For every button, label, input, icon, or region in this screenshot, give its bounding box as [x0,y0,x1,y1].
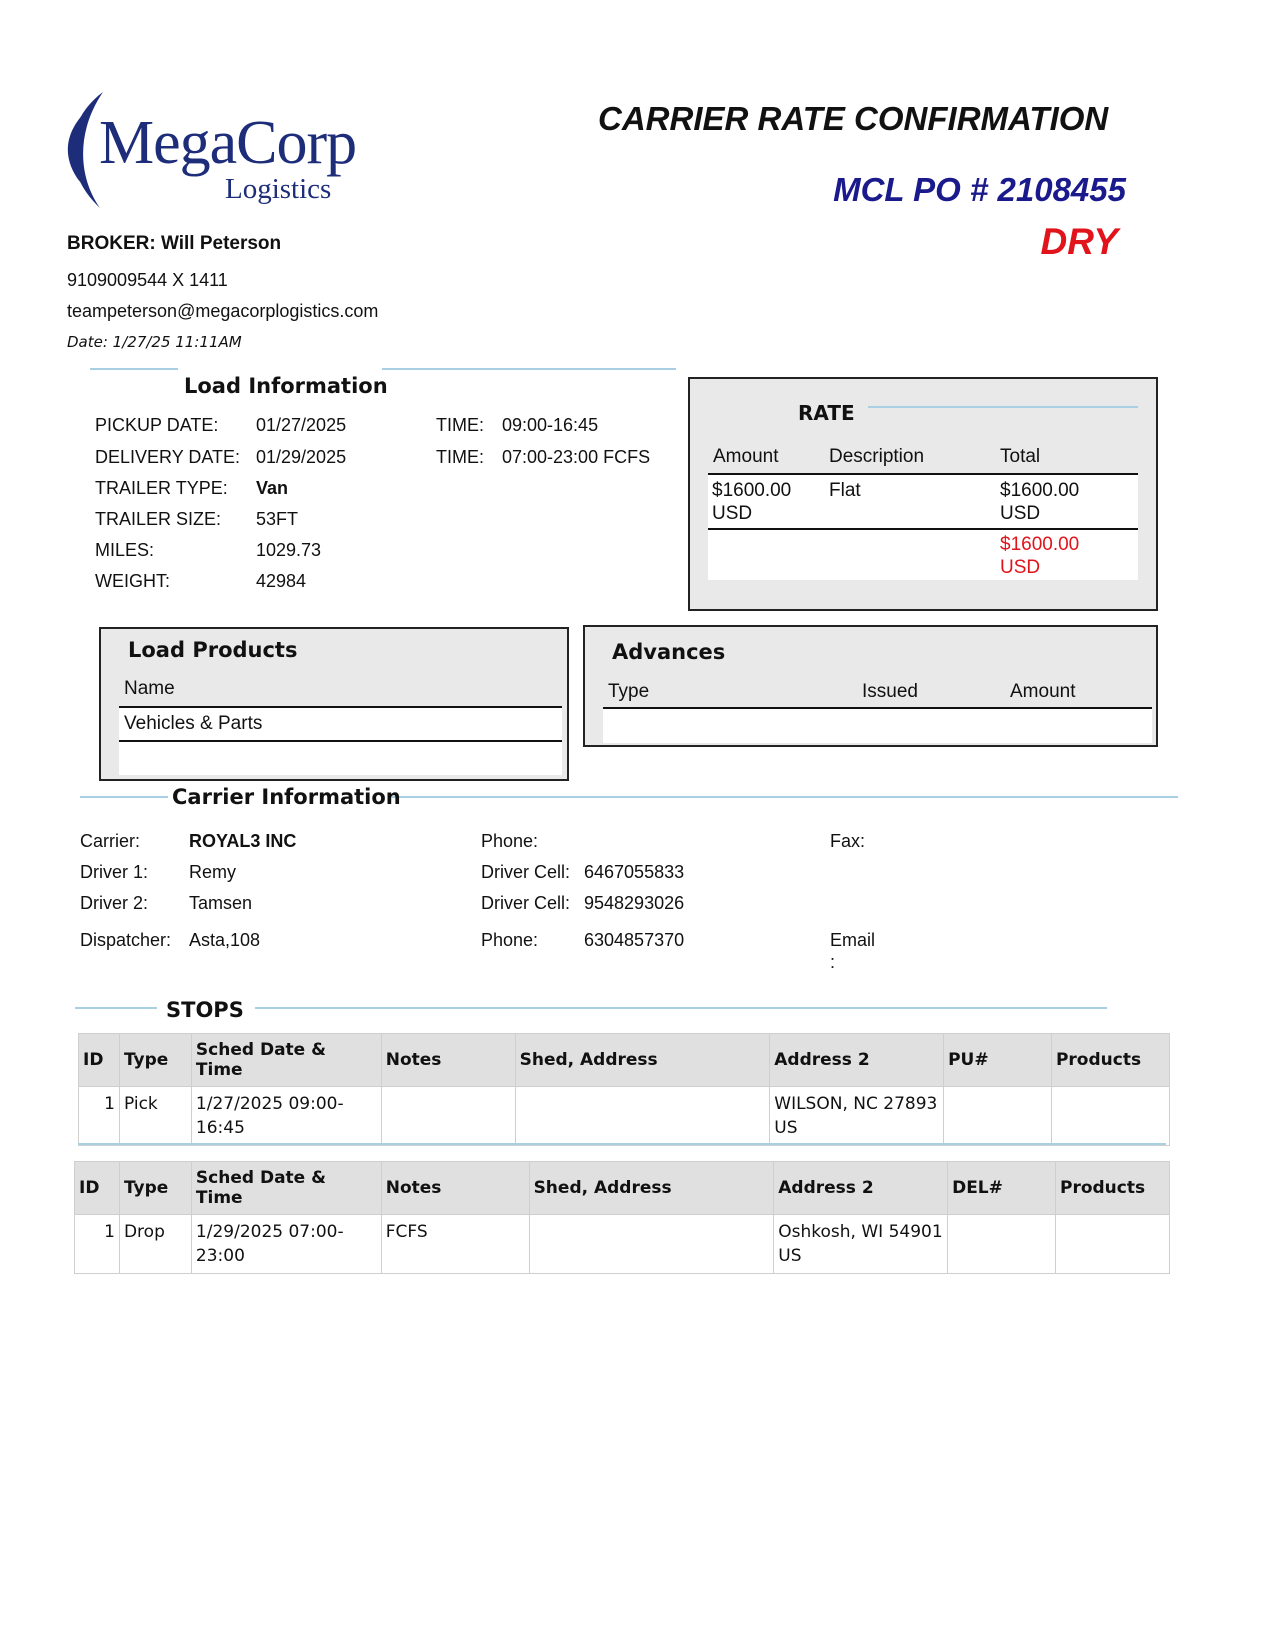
drop-table-header-row [75,1162,1170,1215]
driver2-cell-value: 9548293026 [584,893,685,913]
drop-row-address2-line1: Oshkosh, WI 54901 [778,1222,943,1242]
pickup-time-label: TIME: [436,415,484,435]
pick-row-address [515,1087,770,1146]
pick-row-address2-line2: US [774,1118,798,1138]
pick-row-pu [944,1087,1052,1146]
carrier-label: Carrier: [80,831,141,851]
rate-row-total-1: $1600.00 [1000,480,1080,501]
pick-col-id: ID [79,1034,120,1087]
pick-stops-table [78,1033,1170,1146]
drop-col-sched: Sched Date & Time [191,1162,381,1215]
drop-col-address: Shed, Address [529,1162,774,1215]
logo-sub-text: Logistics [225,173,332,205]
pick-col-pu: PU# [944,1034,1052,1087]
drop-row-notes: FCFS [381,1215,529,1274]
drop-col-address2: Address 2 [774,1162,948,1215]
drop-row-sched [191,1215,381,1274]
stops-rule-left [75,1007,157,1009]
broker-email: teampeterson@megacorplogistics.com [67,301,379,321]
drop-row-sched-line2: 23:00 [195,1246,245,1266]
drop-row-address [529,1215,774,1274]
driver2-cell-label: Driver Cell: [481,893,571,913]
rate-row-total-2: USD [1000,503,1041,524]
pick-row-sched-line2: 16:45 [195,1118,245,1138]
rate-grand-total-2: USD [1000,557,1041,578]
logo-main-text: MegaCorp [99,109,357,177]
table-row [75,1215,1170,1274]
drop-row-address2 [774,1215,948,1274]
advances-col-issued: Issued [862,681,918,702]
drop-row-del [948,1215,1056,1274]
stops-rule-right [255,1007,1107,1009]
drop-row-address2-line2: US [778,1246,802,1266]
carrier-value: ROYAL3 INC [189,831,297,851]
driver1-value: Remy [189,862,237,882]
pick-row-address2 [770,1087,944,1146]
trailer-type-label: TRAILER TYPE: [95,478,228,498]
driver1-label: Driver 1: [80,862,149,882]
rate-grand-total-1: $1600.00 [1000,534,1080,555]
stops-divider-rule [78,1143,1166,1145]
rate-col-description: Description [829,446,925,467]
load-products-col-name: Name [124,678,175,699]
drop-row-type: Drop [119,1215,191,1274]
po-number: MCL PO # 2108455 [833,171,1126,208]
pick-table-header-row [79,1034,1170,1087]
trailer-size-label: TRAILER SIZE: [95,509,222,529]
driver1-cell-label: Driver Cell: [481,862,571,882]
dispatcher-phone-label: Phone: [481,930,539,950]
weight-label: WEIGHT: [95,571,170,591]
rate-title: RATE [798,401,855,425]
carrier-info-rule-left [80,796,168,798]
carrier-fax-label: Fax: [830,831,866,851]
load-products-row-line [119,740,562,742]
advances-col-amount: Amount [1010,681,1076,702]
rate-header-line [708,473,1138,475]
document-title: CARRIER RATE CONFIRMATION [598,100,1109,137]
pickup-date-label: PICKUP DATE: [95,415,219,435]
load-products-item: Vehicles & Parts [124,713,263,734]
pickup-time-value: 09:00-16:45 [502,415,599,435]
load-products-title: Load Products [128,638,298,662]
carrier-email-colon: : [830,952,836,972]
carrier-email-label: Email [830,930,876,950]
drop-stops-table [74,1161,1170,1274]
trailer-size-value: 53FT [256,509,299,529]
load-type-badge: DRY [1040,221,1118,262]
load-info-rule-left [90,368,178,370]
carrier-info-title: Carrier Information [172,785,401,809]
pick-col-sched: Sched Date & Time [191,1034,381,1087]
dispatcher-value: Asta,108 [189,930,261,950]
delivery-time-value: 07:00-23:00 FCFS [502,447,651,467]
document-date: Date: 1/27/25 11:11AM [67,333,242,351]
weight-value: 42984 [256,571,307,591]
pick-row-sched [191,1087,381,1146]
pick-col-address2: Address 2 [770,1034,944,1087]
advances-table-body [603,708,1152,743]
rate-row-line [708,528,1138,530]
driver2-label: Driver 2: [80,893,149,913]
dispatcher-label: Dispatcher: [80,930,172,950]
pick-row-products [1051,1087,1169,1146]
rate-row-amount-2: USD [712,503,753,524]
load-products-box [99,627,569,781]
pick-col-products: Products [1051,1034,1169,1087]
driver2-value: Tamsen [189,893,253,913]
trailer-type-value: Van [256,478,289,498]
stops-title: STOPS [166,998,244,1022]
drop-row-products [1055,1215,1169,1274]
load-products-header-line [119,706,562,708]
carrier-phone-label: Phone: [481,831,539,851]
delivery-time-label: TIME: [436,447,484,467]
driver1-cell-value: 6467055833 [584,862,685,882]
load-info-rule-right [382,368,676,370]
advances-header-line [603,707,1152,709]
drop-col-notes: Notes [381,1162,529,1215]
drop-col-del: DEL# [948,1162,1056,1215]
miles-label: MILES: [95,540,155,560]
broker-name: BROKER: Will Peterson [67,233,282,254]
pickup-date-value: 01/27/2025 [256,415,347,435]
pick-col-notes: Notes [381,1034,515,1087]
carrier-info-rule-right [392,796,1178,798]
advances-title: Advances [612,640,726,664]
rate-row-description: Flat [829,480,861,501]
drop-row-id: 1 [75,1215,120,1274]
pick-col-address: Shed, Address [515,1034,770,1087]
pick-row-notes [381,1087,515,1146]
drop-col-products: Products [1055,1162,1169,1215]
pick-row-type: Pick [119,1087,191,1146]
drop-col-type: Type [119,1162,191,1215]
rate-col-amount: Amount [713,446,779,467]
broker-phone: 9109009544 X 1411 [67,270,228,290]
rate-row-amount-1: $1600.00 [712,480,792,501]
pick-row-id: 1 [79,1087,120,1146]
pick-row-sched-line1: 1/27/2025 09:00- [195,1094,344,1114]
load-info-title: Load Information [184,374,388,398]
delivery-date-label: DELIVERY DATE: [95,447,241,467]
rate-box [688,377,1158,611]
rate-title-rule [868,406,1138,408]
drop-col-id: ID [75,1162,120,1215]
rate-col-total: Total [1000,446,1041,467]
pick-col-type: Type [119,1034,191,1087]
delivery-date-value: 01/29/2025 [256,447,347,467]
miles-value: 1029.73 [256,540,322,560]
dispatcher-phone-value: 6304857370 [584,930,685,950]
advances-col-type: Type [608,681,650,702]
company-logo [55,90,385,210]
table-row [79,1087,1170,1146]
drop-row-sched-line1: 1/29/2025 07:00- [195,1222,344,1242]
pick-row-address2-line1: WILSON, NC 27893 [774,1094,938,1114]
advances-box [583,625,1158,747]
